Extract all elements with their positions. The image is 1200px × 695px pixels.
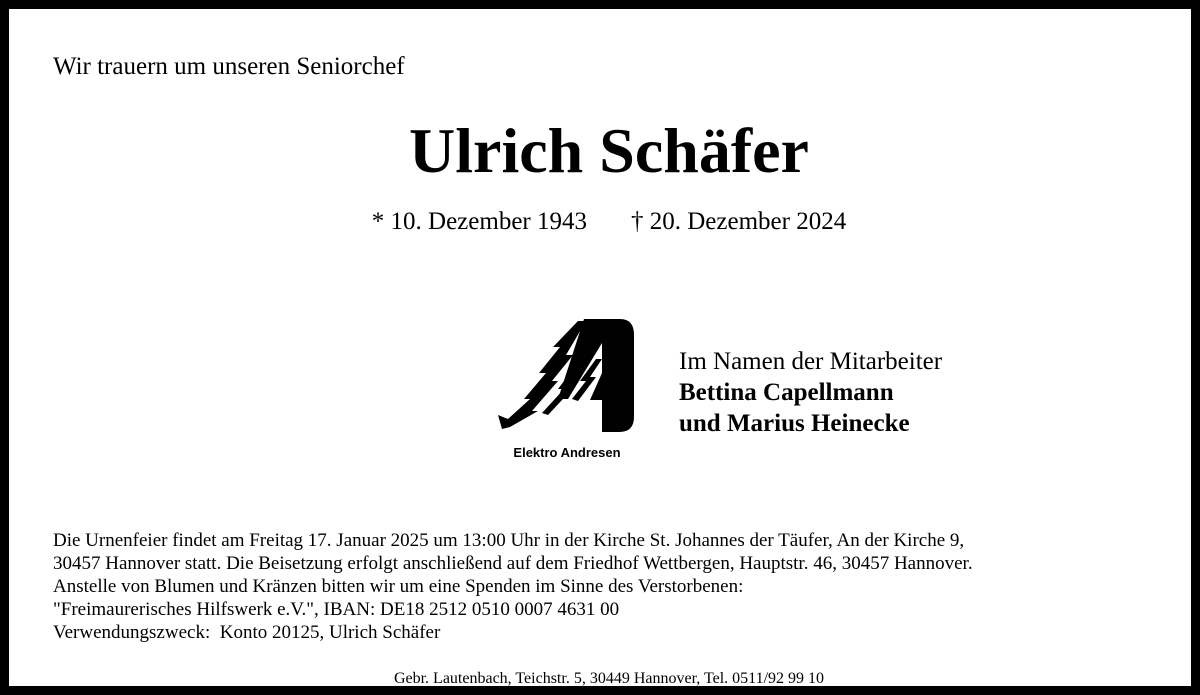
details-line: Verwendungszweck: Konto 20125, Ulrich Schäfer: [53, 622, 441, 643]
intro-line: Wir trauern um unseren Seniorchef: [53, 53, 405, 80]
details-line: Die Urnenfeier findet am Freitag 17. Januar 2025 um 13:00 Uhr in der Kirche St. Johannes der Täufer, An der Kirche 9,: [53, 530, 965, 551]
funeral-home-footer: Gebr. Lautenbach, Teichstr. 5, 30449 Hannover, Tel. 0511/92 99 10: [393, 670, 825, 687]
deceased-name: Ulrich Schäfer: [409, 115, 809, 186]
life-dates: [9, 206, 1200, 238]
death-date: † 20. Dezember 2024: [631, 208, 847, 235]
signers-intro: Im Namen der Mitarbeiter: [679, 348, 943, 375]
lightning-a-logo-icon: [492, 315, 642, 445]
details-line: "Freimaurerisches Hilfswerk e.V.", IBAN: DE18 2512 0510 0007 4631 00: [53, 599, 620, 620]
signer-name-2: und Marius Heinecke: [679, 410, 910, 437]
details-line: 30457 Hannover statt. Die Beisetzung erfolgt anschließend auf dem Friedhof Wettbergen, Hauptstr. 46, 30457 Hannover.: [53, 553, 973, 574]
company-logo: [492, 315, 642, 467]
details-line: Anstelle von Blumen und Kränzen bitten wir um eine Spenden im Sinne des Verstorbenen:: [53, 576, 744, 597]
ceremony-details: [53, 529, 973, 644]
signer-name-1: Bettina Capellmann: [679, 379, 894, 406]
signers-block: [679, 346, 942, 439]
birth-date: * 10. Dezember 1943: [371, 208, 587, 235]
company-name: Elektro Andresen: [513, 445, 621, 460]
